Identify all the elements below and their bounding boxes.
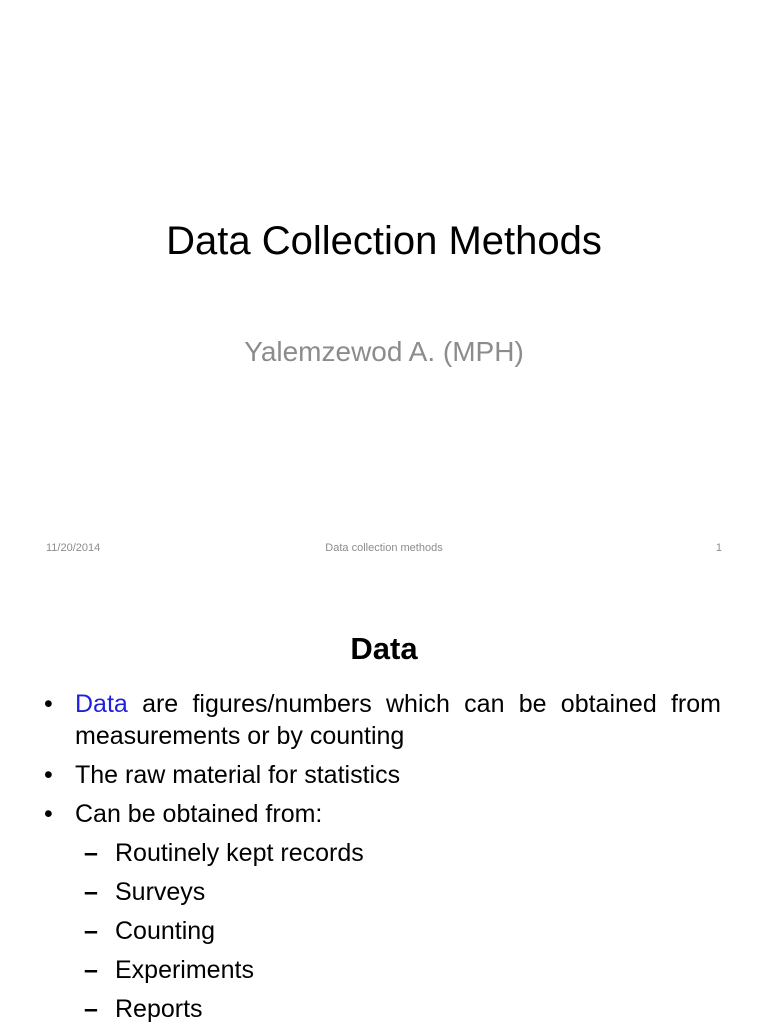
bullet-list — [0, 688, 768, 1024]
sub-bullet-item — [0, 837, 768, 869]
footer-date: 11/20/2014 — [46, 542, 101, 554]
sub-bullet-item — [0, 876, 768, 908]
footer-title: Data collection methods — [325, 542, 443, 554]
dash-icon: – — [84, 839, 98, 867]
sub-bullet-text: Experiments — [115, 956, 254, 984]
dash-icon: – — [84, 995, 98, 1023]
dash-icon: – — [84, 878, 98, 906]
content-slide — [0, 576, 768, 1024]
slide-title: Data Collection Methods — [166, 219, 602, 263]
sub-bullet-item — [0, 915, 768, 947]
highlight-term: Data — [75, 690, 128, 718]
bullet-text: Can be obtained from: — [75, 800, 323, 828]
slide-heading: Data — [350, 631, 418, 666]
dash-icon: – — [84, 917, 98, 945]
sub-bullet-text: Reports — [115, 995, 203, 1023]
slide-subtitle: Yalemzewod A. (MPH) — [244, 336, 524, 367]
bullet-icon: • — [44, 800, 53, 828]
dash-icon: – — [84, 956, 98, 984]
bullet-item — [0, 759, 768, 791]
bullet-text: The raw material for statistics — [75, 761, 401, 789]
bullet-text — [75, 688, 721, 752]
bullet-icon: • — [44, 761, 53, 789]
sub-bullet-item — [0, 993, 768, 1024]
bullet-item — [0, 688, 768, 752]
sub-bullet-text: Counting — [115, 917, 216, 945]
sub-bullet-text: Routinely kept records — [115, 839, 364, 867]
sub-bullet-item — [0, 954, 768, 986]
sub-bullet-text: Surveys — [115, 878, 206, 906]
bullet-body: are figures/numbers which can be obtained from measurements or by counting — [75, 690, 721, 750]
bullet-icon: • — [44, 690, 53, 718]
footer-page-number: 1 — [715, 542, 722, 554]
bullet-item — [0, 798, 768, 830]
